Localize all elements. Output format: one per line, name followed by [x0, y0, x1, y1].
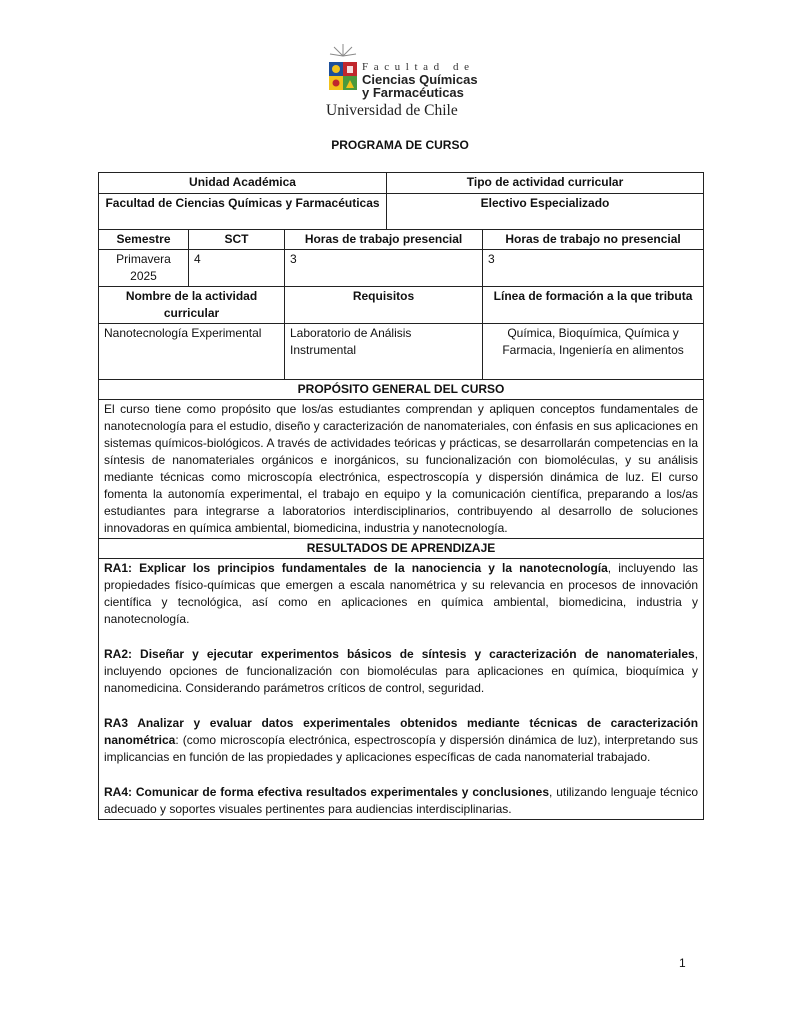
- table-row: [99, 287, 704, 324]
- table-row: [99, 324, 704, 380]
- linea-label: Línea de formación a la que tributa: [483, 287, 704, 324]
- ra4-text: , utilizando lenguaje técnico adecuado y soportes visuales pertinentes para audiencias interdisciplinarias.: [104, 785, 699, 816]
- list-item: [104, 646, 698, 697]
- faculty-logo: [326, 44, 486, 120]
- proposito-header: PROPÓSITO GENERAL DEL CURSO: [99, 380, 704, 400]
- horas-presencial-label: Horas de trabajo presencial: [285, 230, 483, 250]
- logo-facultad-text: Facultad de: [362, 61, 475, 73]
- table-row: [99, 559, 704, 820]
- requisitos-label: Requisitos: [285, 287, 483, 324]
- list-item: [104, 784, 698, 818]
- page-number: 1: [679, 956, 686, 970]
- ra3-text: : (como microscopía electrónica, espectroscopía y dispersión dinámica de luz), interpretando sus implicancias en función de las propiedades y aplicaciones específicas de cada nanomaterial trabajado.: [104, 733, 699, 764]
- logo-name-line2: y Farmacéuticas: [362, 85, 464, 100]
- sct-label: SCT: [189, 230, 285, 250]
- table-row: [99, 230, 704, 250]
- linea-value: Química, Bioquímica, Química y Farmacia, Ingeniería en alimentos: [483, 324, 704, 380]
- ra1-text: , incluyendo las propiedades físico-químicas que emergen a escala nanométrica y su relevancia en procesos de innovación científica y tecnológica, así como en aplicaciones en química ambiental, biomedicina, industria y nanotecnología.: [104, 561, 699, 626]
- table-row: [99, 250, 704, 287]
- logo-faculty-name: [362, 73, 478, 99]
- horas-no-presencial-value: 3: [483, 250, 704, 287]
- table-row: [99, 539, 704, 559]
- nombre-label: Nombre de la actividad curricular: [99, 287, 285, 324]
- ra2-title: RA2: Diseñar y ejecutar experimentos básicos de síntesis y caracterización de nanomateriales: [104, 647, 695, 661]
- course-program-table: [98, 172, 704, 820]
- semestre-value: Primavera 2025: [99, 250, 189, 287]
- semestre-label: Semestre: [99, 230, 189, 250]
- unidad-label: Unidad Académica: [99, 173, 387, 194]
- tipo-value: Electivo Especializado: [387, 194, 704, 230]
- ra3-title: RA3 Analizar y evaluar datos experimentales obtenidos mediante técnicas de caracterización nanométrica: [104, 716, 699, 747]
- horas-presencial-value: 3: [285, 250, 483, 287]
- table-row: [99, 194, 704, 230]
- horas-no-presencial-label: Horas de trabajo no presencial: [483, 230, 704, 250]
- list-item: [104, 715, 698, 766]
- resultados-header: RESULTADOS DE APRENDIZAJE: [99, 539, 704, 559]
- resultados-list: [99, 559, 704, 820]
- logo-name-line1: Ciencias Químicas: [362, 72, 478, 87]
- ra2-text: , incluyendo opciones de funcionalización con biomoléculas para aplicaciones en química, bioquímica y nanomedicina. Considerando parámetros críticos de control, seguridad.: [104, 647, 699, 695]
- table-row: [99, 173, 704, 194]
- unidad-value: Facultad de Ciencias Químicas y Farmacéuticas: [99, 194, 387, 230]
- ra1-title: RA1: Explicar los principios fundamentales de la nanociencia y la nanotecnología: [104, 561, 608, 575]
- ra4-title: RA4: Comunicar de forma efectiva resultados experimentales y conclusiones: [104, 785, 550, 799]
- table-row: [99, 400, 704, 539]
- proposito-text: El curso tiene como propósito que los/as estudiantes comprendan y apliquen conceptos fundamentales de nanotecnología para el estudio, diseño y caracterización de nanomateriales, con énfasis en sus aplicaciones en sistemas químicos-biológicos. A través de actividades teóricas y prácticas, se desarrollarán competencias en la síntesis de nanomateriales orgánicos e inorgánicos, su funcionalización con biomoléculas, y su análisis mediante técnicas como microscopía electrónica, espectroscopía y dispersión dinámica de luz. El curso fomenta la autonomía experimental, el trabajo en equipo y la comunicación científica, preparando a los/as estudiantes para integrarse a laboratorios interdisciplinarios, contribuyendo al desarrollo de soluciones innovadoras en química ambiental, biomedicina, industria y nanotecnología.: [99, 400, 704, 539]
- requisitos-value: Laboratorio de Análisis Instrumental: [285, 324, 483, 380]
- list-item: [104, 560, 698, 628]
- nombre-value: Nanotecnología Experimental: [99, 324, 285, 380]
- tipo-label: Tipo de actividad curricular: [387, 173, 704, 194]
- university-crest-icon: [326, 44, 360, 110]
- table-row: [99, 380, 704, 400]
- page-title: PROGRAMA DE CURSO: [331, 138, 469, 152]
- logo-university-text: Universidad de Chile: [326, 102, 458, 119]
- sct-value: 4: [189, 250, 285, 287]
